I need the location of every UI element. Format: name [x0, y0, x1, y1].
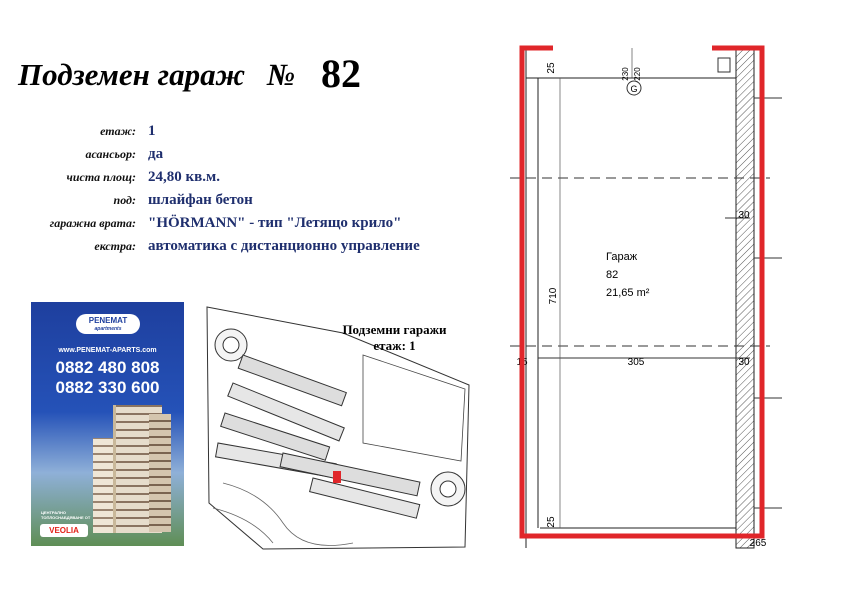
- dimension-label: 305: [627, 357, 645, 368]
- spec-value: 24,80 кв.м.: [148, 169, 220, 185]
- site-plan-title: Подземни гаражи етаж: 1: [342, 322, 447, 353]
- spec-value: шлайфан бетон: [148, 192, 253, 208]
- dimension-label: 25: [546, 62, 557, 74]
- spec-row: [10, 143, 420, 166]
- spec-row: [10, 120, 420, 143]
- room-number: 82: [606, 269, 619, 281]
- spec-value: "HÖRMANN" - тип "Летящо крило": [148, 215, 402, 231]
- dimension-label: 30: [738, 357, 750, 368]
- garage-location-marker: [333, 471, 341, 483]
- dimension-label: 30: [738, 210, 750, 221]
- spec-label: гаражна врата:: [49, 216, 136, 230]
- specs-list: [10, 120, 420, 258]
- room-area: 21,65 m²: [606, 287, 650, 299]
- spec-row: [10, 235, 420, 258]
- spec-value: да: [148, 146, 164, 162]
- spec-label: под:: [113, 193, 136, 207]
- spec-value: автоматика с дистанционно управление: [148, 238, 420, 254]
- dimension-label: 25: [546, 516, 557, 528]
- spec-row: [10, 166, 420, 189]
- heating-note: ЦЕНТРАЛНО ТОПЛОСНАБДЯВАНЕ ОТ: [41, 510, 91, 520]
- spec-value: 1: [148, 123, 156, 139]
- building-image: [149, 414, 171, 532]
- dimension-label: 710: [548, 287, 559, 305]
- spec-row: [10, 212, 420, 235]
- title-text: Подземен гараж: [18, 57, 246, 92]
- number-sign: №: [266, 57, 296, 92]
- spec-label: асансьор:: [85, 147, 136, 161]
- spec-row: [10, 189, 420, 212]
- garage-number: 82: [320, 51, 361, 96]
- website-text: www.PENEMAT-APARTS.com: [58, 347, 157, 354]
- axis-label: G: [630, 84, 638, 94]
- dimension-label: 220: [633, 67, 642, 81]
- brand-logo: PENEMAT apartments: [76, 314, 140, 334]
- spec-label: екстра:: [94, 239, 136, 253]
- page-title: [18, 48, 361, 95]
- partner-logo: VEOLIA: [40, 524, 88, 537]
- phone-number-1: 0882 480 808: [55, 358, 160, 377]
- spec-label: етаж:: [100, 124, 136, 138]
- dimension-label: 230: [621, 67, 630, 81]
- room-name: Гараж: [606, 251, 638, 263]
- floor-plan: [500, 38, 782, 550]
- advertisement-banner: [31, 302, 184, 546]
- dimension-label: 265: [749, 538, 767, 549]
- dimension-label: 15: [516, 357, 528, 368]
- phone-number-2: 0882 330 600: [55, 378, 160, 397]
- spec-label: чиста площ:: [66, 170, 136, 184]
